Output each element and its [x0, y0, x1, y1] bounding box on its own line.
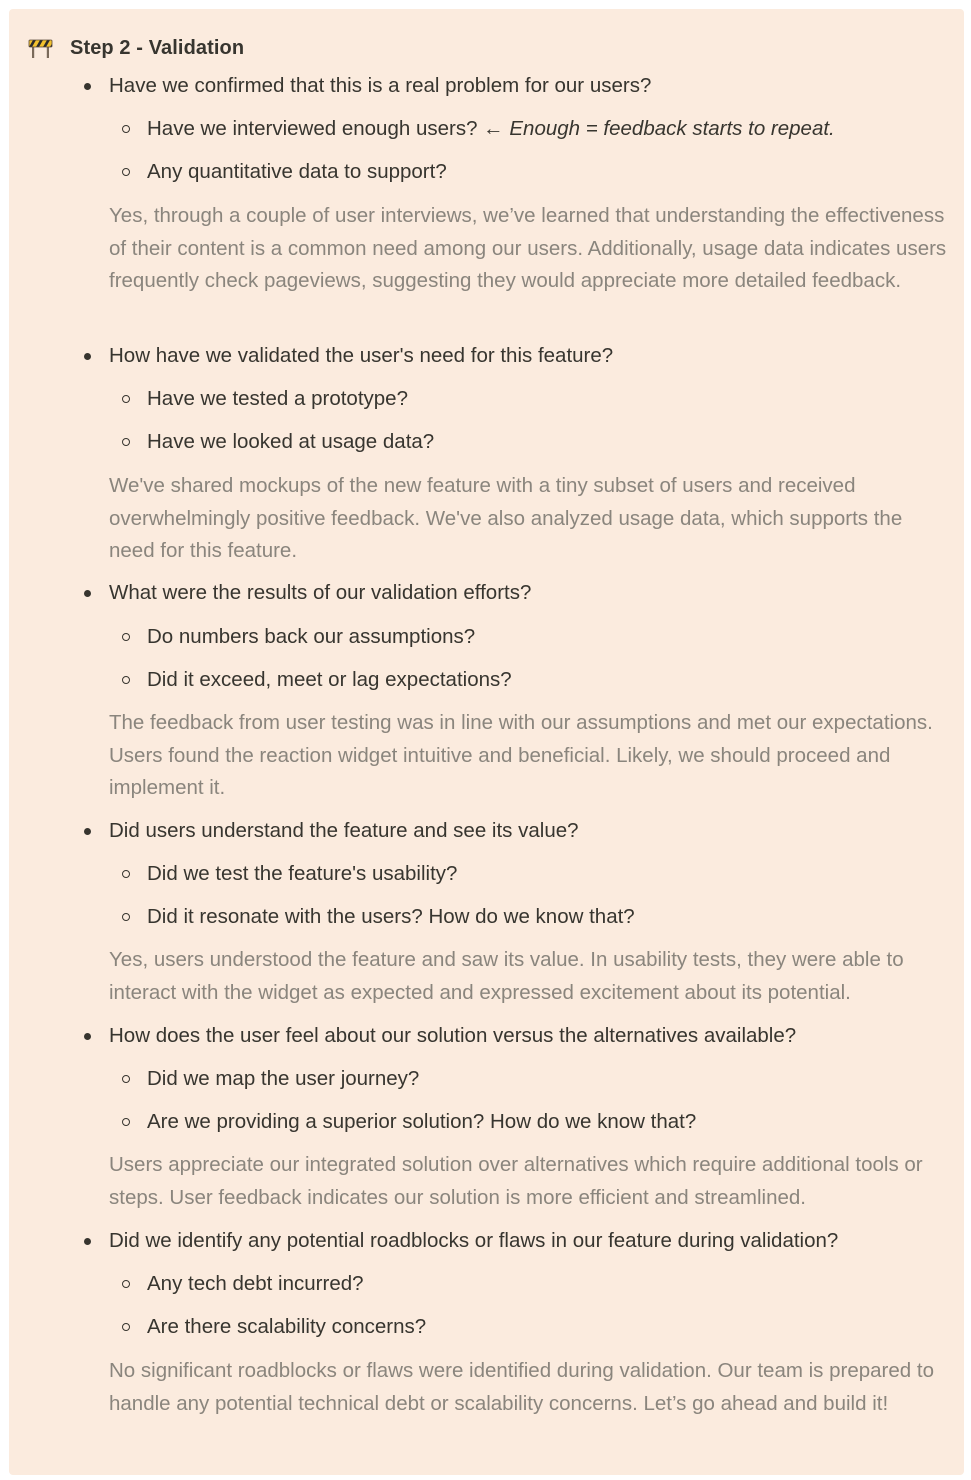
subquestion-text: Are there scalability concerns?	[147, 1315, 427, 1338]
question-text: Did we identify any potential roadblocks or flaws in our feature during validation?	[109, 1229, 839, 1252]
subquestion-item	[147, 665, 512, 695]
subquestion-item	[147, 427, 434, 457]
question-item	[109, 1021, 796, 1051]
subquestion-text: Have we looked at usage data?	[147, 430, 435, 453]
bullet-icon	[84, 353, 91, 360]
question-item	[109, 816, 579, 846]
question-item	[109, 1226, 838, 1256]
question-text: What were the results of our validation efforts?	[109, 581, 532, 604]
answer-paragraph: Yes, users understood the feature and saw its value. In usability tests, they were able to interact with the widget as expected and expressed excitement about its potential.	[109, 948, 904, 1004]
subquestion-item	[147, 622, 475, 652]
subquestion-text: Have we interviewed enough users? ←	[147, 117, 510, 140]
subquestion-text: Did we test the feature's usability?	[147, 862, 458, 885]
hollow-bullet-icon	[122, 870, 130, 878]
subquestion-item	[147, 114, 835, 144]
question-item	[109, 578, 531, 608]
callout-title: Step 2 - Validation	[70, 36, 245, 59]
answer-paragraph: Users appreciate our integrated solution over alternatives which require additional tools or steps. User feedback indicates our solution is more efficient and streamlined.	[109, 1153, 923, 1209]
subquestion-item	[147, 902, 635, 932]
hollow-bullet-icon	[122, 1118, 130, 1126]
subquestion-item	[147, 1269, 364, 1299]
subquestion-item	[147, 1107, 696, 1137]
construction-barrier-icon	[28, 37, 53, 59]
hollow-bullet-icon	[122, 1075, 130, 1083]
hollow-bullet-icon	[122, 395, 130, 403]
answer-paragraph: The feedback from user testing was in line with our assumptions and met our expectations. Users found the reaction widget intuitive and beneficial. Likely, we should proceed and implement it.	[109, 711, 933, 799]
bullet-icon	[84, 1033, 91, 1040]
callout-block	[9, 9, 964, 1475]
subquestion-text: Did it resonate with the users? How do we know that?	[147, 905, 635, 928]
question-text: Have we confirmed that this is a real problem for our users?	[109, 74, 652, 97]
bullet-icon	[84, 1238, 91, 1245]
bullet-icon	[84, 83, 91, 90]
bullet-icon	[84, 828, 91, 835]
hollow-bullet-icon	[122, 1323, 130, 1331]
question-text: How does the user feel about our solution versus the alternatives available?	[109, 1024, 797, 1047]
subquestion-item	[147, 859, 457, 889]
question-text: How have we validated the user's need for this feature?	[109, 344, 614, 367]
subquestion-item	[147, 384, 408, 414]
subquestion-item	[147, 1312, 426, 1342]
subquestion-text: Did it exceed, meet or lag expectations?	[147, 668, 512, 691]
hollow-bullet-icon	[122, 125, 130, 133]
answer-paragraph: No significant roadblocks or flaws were identified during validation. Our team is prepared to handle any potential technical debt or scalability concerns. Let’s go ahead and build it!	[109, 1359, 934, 1415]
subquestion-item	[147, 157, 447, 187]
question-text: Did users understand the feature and see its value?	[109, 819, 579, 842]
callout-header	[28, 33, 244, 63]
hollow-bullet-icon	[122, 438, 130, 446]
answer-paragraph: Yes, through a couple of user interviews, we’ve learned that understanding the effectiveness of their content is a common need among our users. Additionally, usage data indicates users frequently check pageviews, suggesting they would appreciate more detailed feedback.	[109, 204, 947, 292]
hollow-bullet-icon	[122, 633, 130, 641]
subquestion-text: Have we tested a prototype?	[147, 387, 408, 410]
subquestion-text: Do numbers back our assumptions?	[147, 625, 476, 648]
hollow-bullet-icon	[122, 676, 130, 684]
hollow-bullet-icon	[122, 1280, 130, 1288]
subquestion-text: Any tech debt incurred?	[147, 1272, 364, 1295]
subquestion-note: Enough = feedback starts to repeat.	[509, 117, 835, 140]
question-item	[109, 341, 613, 371]
hollow-bullet-icon	[122, 168, 130, 176]
question-item	[109, 71, 651, 101]
subquestion-text: Any quantitative data to support?	[147, 160, 447, 183]
subquestion-text: Are we providing a superior solution? How do we know that?	[147, 1110, 697, 1133]
answer-paragraph: We've shared mockups of the new feature with a tiny subset of users and received overwhelmingly positive feedback. We've also analyzed usage data, which supports the need for this feature.	[109, 474, 903, 562]
subquestion-text: Did we map the user journey?	[147, 1067, 420, 1090]
bullet-icon	[84, 590, 91, 597]
hollow-bullet-icon	[122, 913, 130, 921]
subquestion-item	[147, 1064, 419, 1094]
